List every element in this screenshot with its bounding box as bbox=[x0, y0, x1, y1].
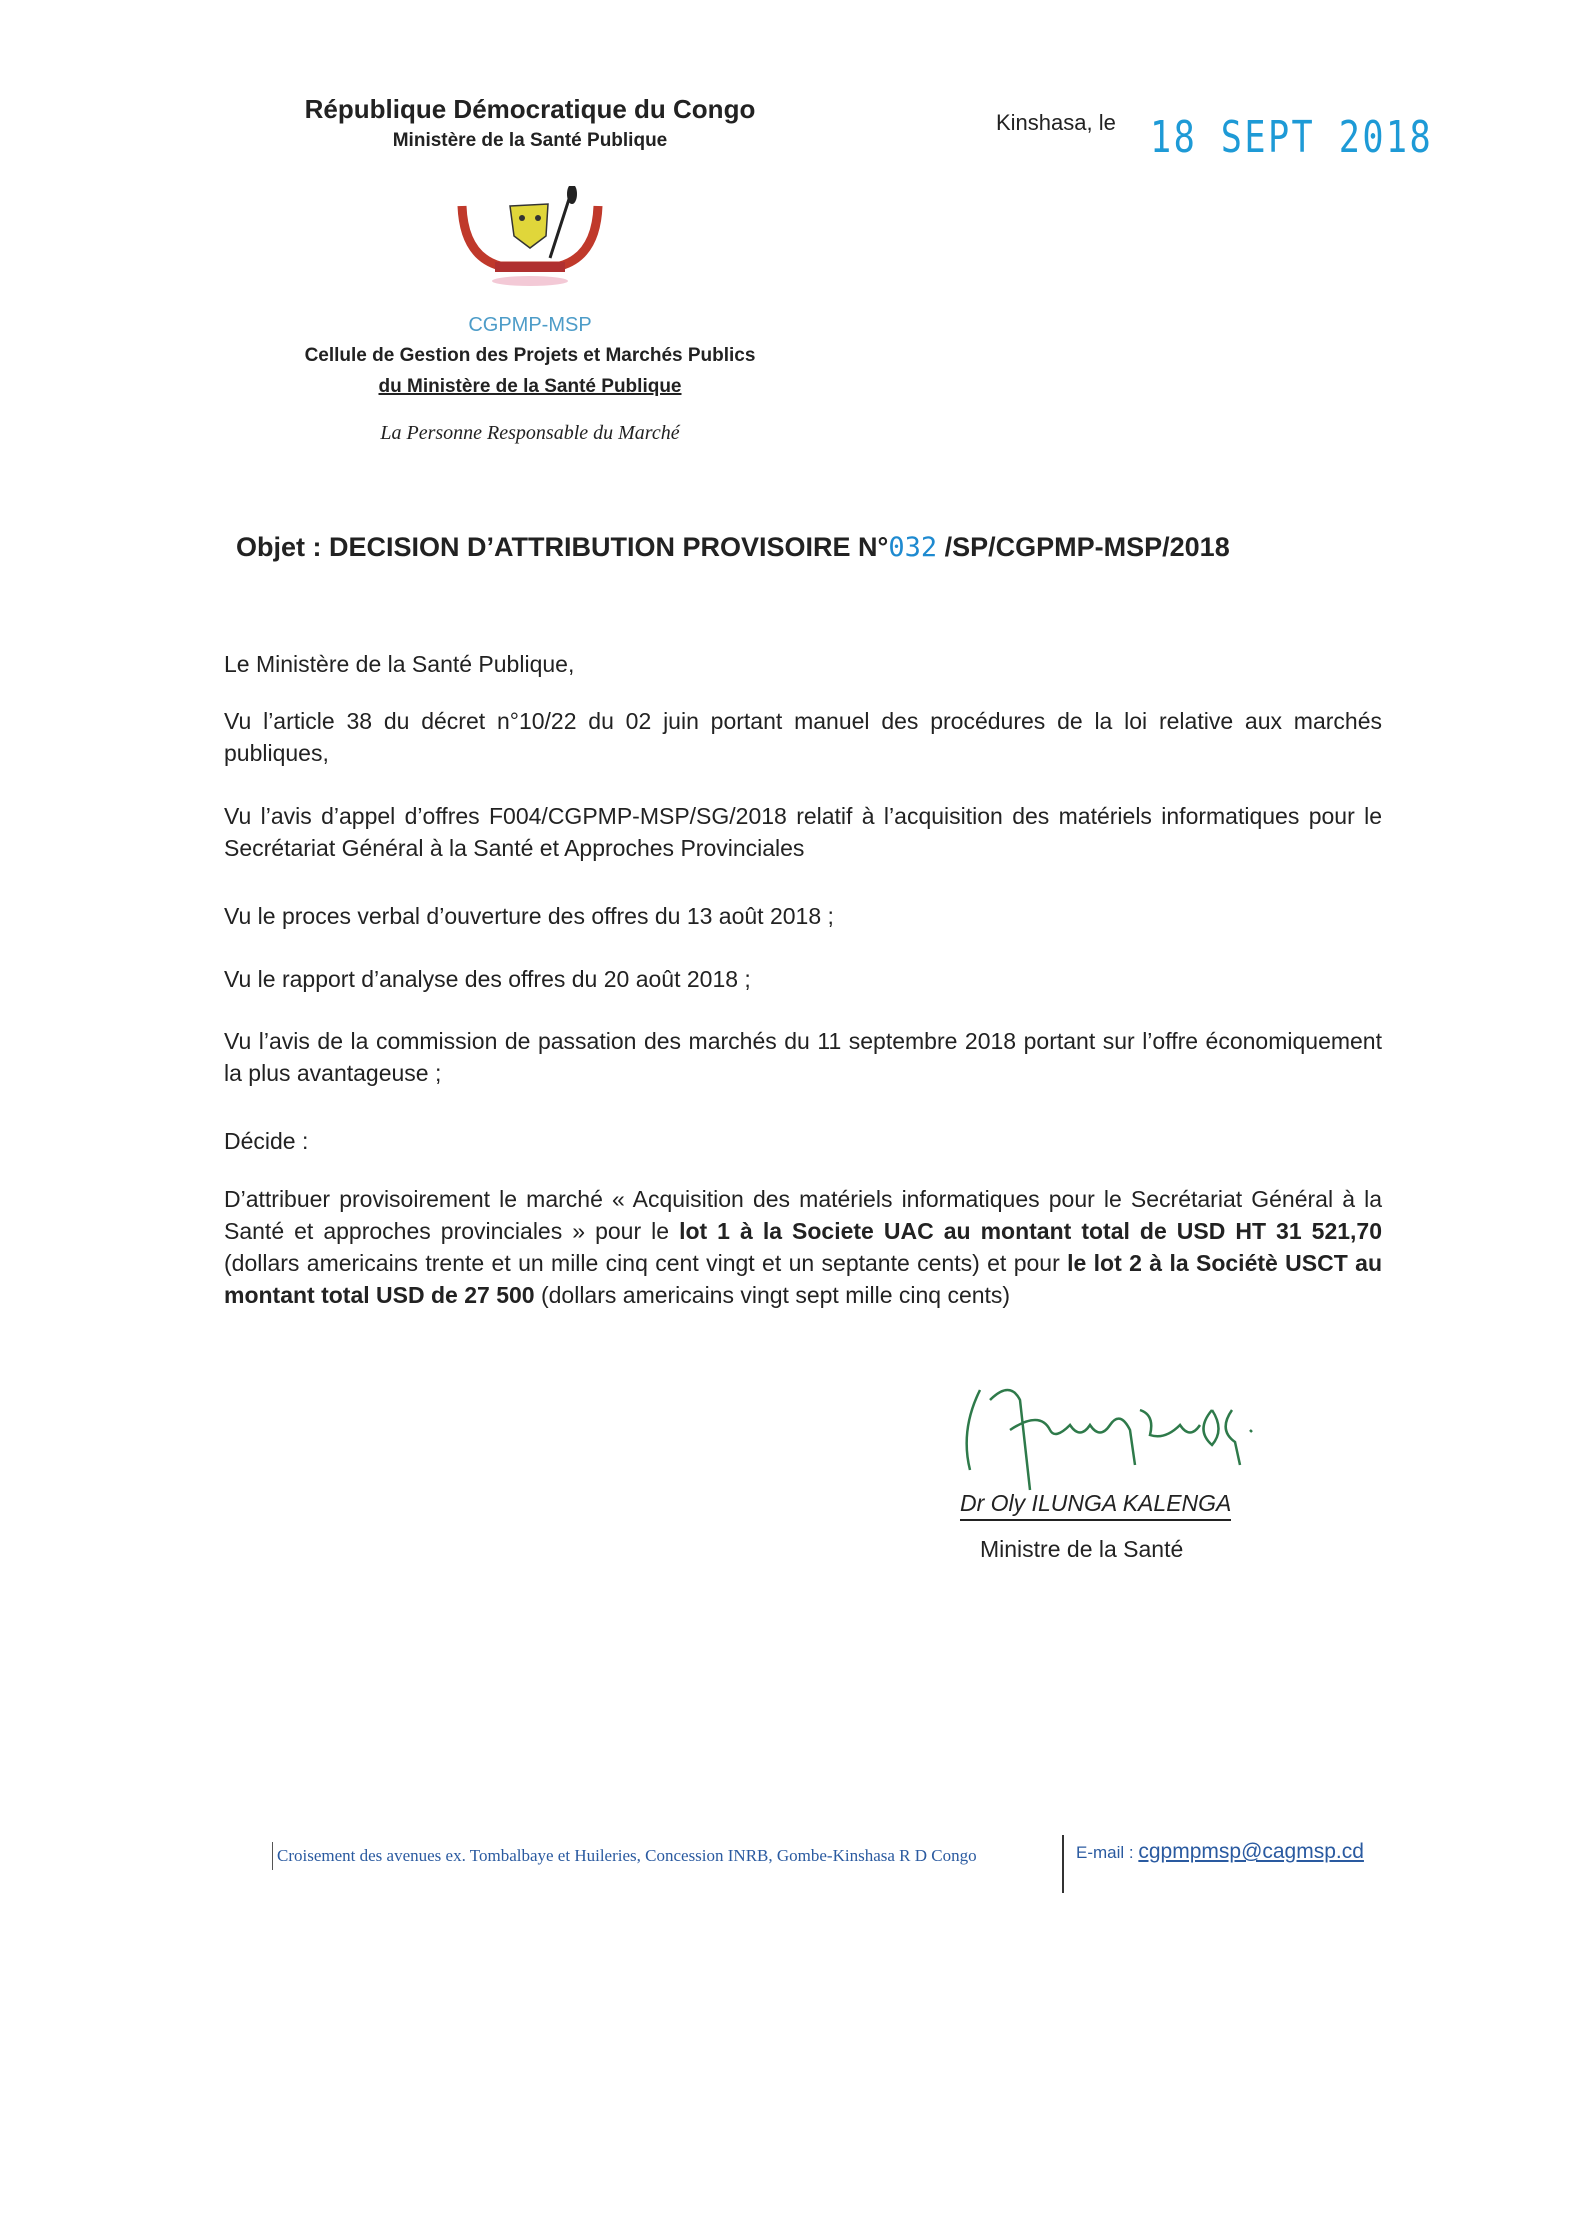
opening-paragraph: Vu le proces verbal d’ouverture des offres du 13 août 2018 ; bbox=[224, 903, 834, 929]
lot2-award: le lot 2 à la Sociétè USCT au montant total USD de 27 500 bbox=[224, 1250, 1382, 1308]
cell-ministry-text: du Ministère de la Santé Publique bbox=[378, 376, 682, 397]
analysis-paragraph: Vu le rapport d’analyse des offres du 20 août 2018 ; bbox=[224, 966, 751, 992]
decision-number: 032 bbox=[888, 532, 938, 563]
handwritten-signature bbox=[950, 1370, 1350, 1500]
responsible-person: La Personne Responsable du Marché bbox=[380, 422, 680, 444]
place-label: Kinshasa, le bbox=[996, 110, 1116, 135]
commission-paragraph: Vu l’avis de la commission de passation des marchés du 11 septembre 2018 portant sur l’offre économiquement la plus avantageuse ; bbox=[224, 1028, 1382, 1086]
subject-prefix: Objet : DECISION D’ATTRIBUTION PROVISOIRE N° bbox=[236, 532, 889, 562]
decision-text: D’attribuer provisoirement le marché « Acquisition des matériels informatiques pour le Secrétariat Général à la Santé et approches provinciales » pour le bbox=[224, 1186, 1382, 1244]
footer-email bbox=[1076, 1840, 1364, 1864]
date-stamp: 18 SEPT 2018 bbox=[1150, 112, 1434, 163]
coat-of-arms-emblem bbox=[450, 186, 610, 286]
country-heading: République Démocratique du Congo bbox=[304, 94, 756, 124]
email-label: E-mail : bbox=[1076, 1843, 1134, 1862]
signatory-name: Dr Oly ILUNGA KALENGA bbox=[960, 1490, 1231, 1521]
acronym: CGPMP-MSP bbox=[468, 314, 592, 336]
signatory-title: Ministre de la Santé bbox=[980, 1536, 1184, 1562]
intro-paragraph: Le Ministère de la Santé Publique, bbox=[224, 651, 575, 677]
tender-paragraph: Vu l’avis d’appel d’offres F004/CGPMP-MSP/SG/2018 relatif à l’acquisition des matériels informatiques pour le Secrétariat Général à la Santé et Approches Provinciales bbox=[224, 803, 1382, 861]
decides-label: Décide : bbox=[224, 1128, 309, 1154]
decision-text: (dollars americains vingt sept mille cinq cents) bbox=[534, 1282, 1011, 1308]
subject-line bbox=[236, 532, 1230, 563]
subject-suffix: /SP/CGPMP-MSP/2018 bbox=[937, 532, 1230, 562]
decision-paragraph bbox=[224, 1183, 1382, 1311]
email-link[interactable]: cgpmpmsp@cagmsp.cd bbox=[1138, 1840, 1364, 1863]
cell-ministry bbox=[230, 376, 830, 398]
ministry-heading: Ministère de la Santé Publique bbox=[392, 130, 668, 151]
footer-divider bbox=[1062, 1835, 1064, 1893]
cell-name: Cellule de Gestion des Projets et Marchés Publics bbox=[304, 345, 756, 366]
footer-address: Croisement des avenues ex. Tombalbaye et Huileries, Concession INRB, Gombe-Kinshasa R D Congo bbox=[272, 1842, 1057, 1870]
decree-paragraph: Vu l’article 38 du décret n°10/22 du 02 juin portant manuel des procédures de la loi relative aux marchés publiques, bbox=[224, 708, 1382, 766]
decision-text: (dollars americains trente et un mille cinq cent vingt et un septante cents) et pour bbox=[224, 1250, 1068, 1276]
lot1-award: lot 1 à la Societe UAC au montant total de USD HT 31 521,70 bbox=[679, 1218, 1382, 1244]
